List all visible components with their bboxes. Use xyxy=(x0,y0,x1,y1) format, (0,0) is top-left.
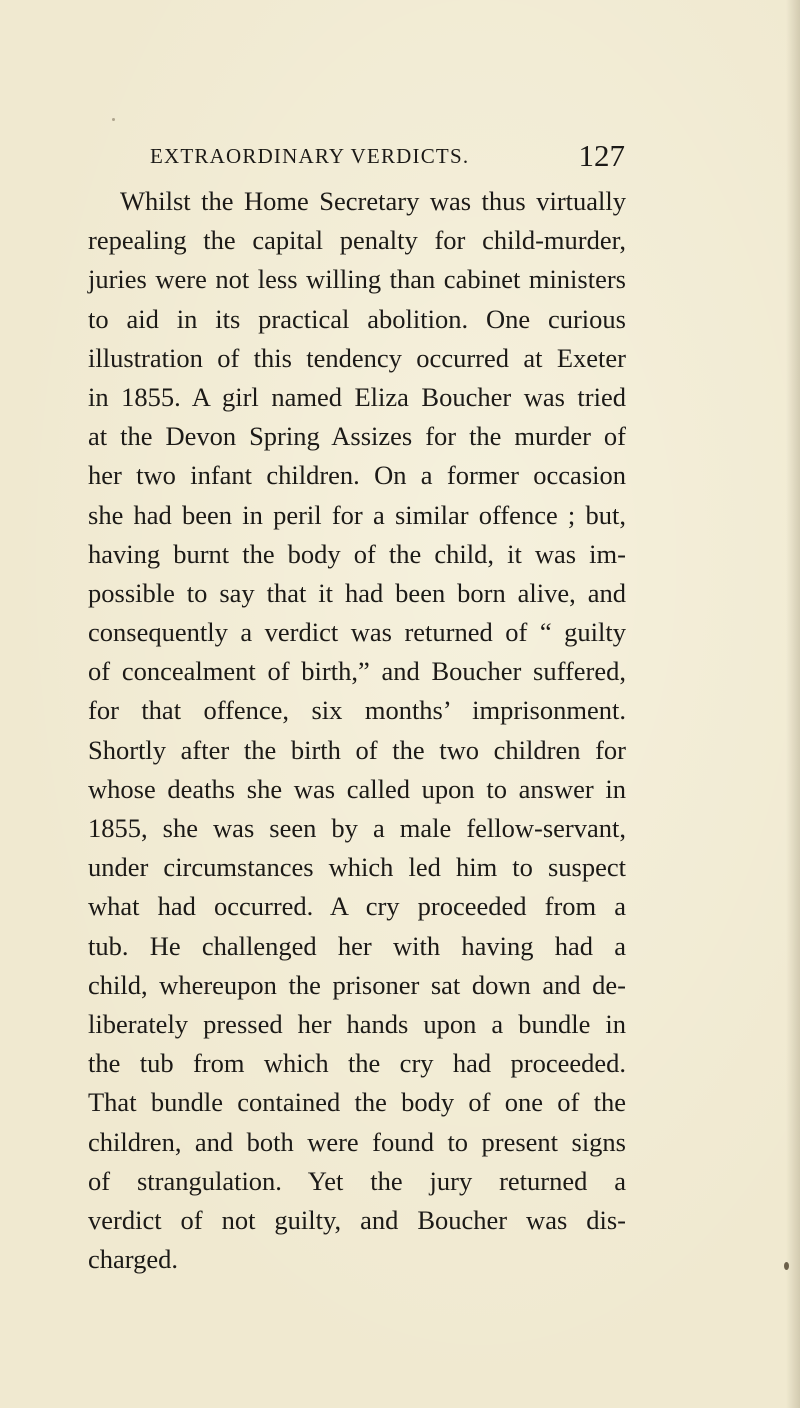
text-line: for that offence, six months’ imprisonment. xyxy=(88,695,626,726)
text-line: juries were not less willing than cabinet ministers xyxy=(88,264,626,295)
text-line: repealing the capital penalty for child-murder, xyxy=(88,225,626,256)
text-line: Whilst the Home Secretary was thus virtually xyxy=(120,186,626,216)
page-edge-shadow xyxy=(786,0,800,1408)
text-line: possible to say that it had been born alive, and xyxy=(88,577,626,608)
text-line: to aid in its practical abolition. One curious xyxy=(88,303,626,334)
running-head xyxy=(150,138,625,178)
text-line: children, and both were found to present signs xyxy=(88,1126,626,1157)
text-line: what had occurred. A cry proceeded from a xyxy=(88,891,626,922)
text-line: consequently a verdict was returned of “ guilty xyxy=(88,617,626,648)
paper-speck xyxy=(112,118,115,121)
text-line: in 1855. A girl named Eliza Boucher was tried xyxy=(88,381,626,412)
text-line: of strangulation. Yet the jury returned a xyxy=(88,1165,626,1196)
text-line: she had been in peril for a similar offence ; but, xyxy=(88,499,626,530)
text-line: under circumstances which led him to suspect xyxy=(88,852,626,883)
text-line: her two infant children. On a former occasion xyxy=(88,460,626,491)
body-paragraph xyxy=(88,182,626,1279)
text-line: whose deaths she was called upon to answer in xyxy=(88,773,626,804)
text-line: Shortly after the birth of the two children for xyxy=(88,734,626,765)
text-line: tub. He challenged her with having had a xyxy=(88,930,626,961)
text-line: illustration of this tendency occurred at Exeter xyxy=(88,342,626,373)
text-line: That bundle contained the body of one of the xyxy=(88,1087,626,1118)
text-line: 1855, she was seen by a male fellow-servant, xyxy=(88,813,626,843)
text-line: child, whereupon the prisoner sat down and de- xyxy=(88,969,626,1000)
text-line: of concealment of birth,” and Boucher suffered, xyxy=(88,656,626,687)
text-line: charged. xyxy=(88,1244,179,1275)
text-line: verdict of not guilty, and Boucher was dis- xyxy=(88,1204,626,1235)
text-line: the tub from which the cry had proceeded. xyxy=(88,1048,626,1079)
text-line: having burnt the body of the child, it was im- xyxy=(88,538,626,569)
paper-speck xyxy=(784,1262,789,1270)
text-line: liberately pressed her hands upon a bundle in xyxy=(88,1008,626,1039)
running-title: EXTRAORDINARY VERDICTS. xyxy=(150,144,470,168)
text-line: at the Devon Spring Assizes for the murder of xyxy=(88,421,626,452)
page-number: 127 xyxy=(578,138,625,173)
